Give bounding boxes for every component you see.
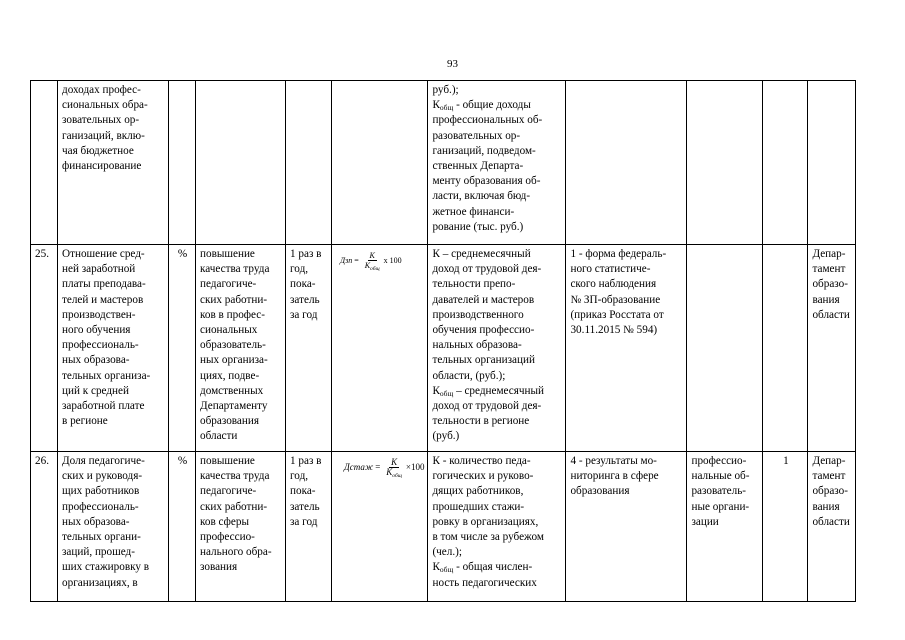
text-line: за год (290, 308, 318, 321)
text-line: 1 раз в (290, 248, 322, 260)
formula-den-symbol: К (364, 261, 371, 270)
symbol-subscript: общ (439, 565, 454, 575)
text-line: производствен- (62, 308, 136, 321)
symbol: К (432, 99, 440, 112)
weight-cell: 1 (763, 452, 808, 602)
definition-line: производственного (432, 308, 524, 321)
text-line: вания (812, 500, 840, 513)
text-line: циях, подве- (200, 369, 260, 382)
goal-cell (196, 452, 286, 602)
text-line: образования (570, 485, 630, 498)
text-line: домственных (200, 384, 264, 397)
text-line: ших стажировку в (62, 561, 150, 574)
definition-line: дящих работников, (432, 485, 524, 498)
definition-line: доход от трудовой дея- (432, 263, 542, 276)
definition-line (432, 98, 562, 113)
source-cell (566, 245, 687, 452)
text-line: области (200, 430, 238, 443)
text-line: доходах профес- (62, 84, 141, 96)
text-line: пока- (290, 485, 316, 498)
text-line: (приказ Росстата от (570, 308, 664, 321)
definition-text: - общая числен- (453, 561, 533, 574)
frequency-cell (286, 81, 332, 245)
text-line: тамент (812, 470, 846, 483)
unit-cell (169, 81, 196, 245)
text-line: образования (200, 415, 260, 428)
text-line: ганизаций, вклю- (62, 129, 145, 142)
text-line: профессио- (691, 455, 747, 467)
text-line: разователь- (691, 485, 747, 498)
level-cell (687, 81, 763, 245)
indicator-name-cell (58, 81, 169, 245)
text-line: Депар- (812, 248, 846, 260)
text-line: ков в профес- (200, 308, 265, 321)
text-line: тельных органи- (62, 531, 141, 544)
unit-cell: % (169, 245, 196, 452)
text-line: образо- (812, 278, 848, 291)
text-line: затель (290, 500, 320, 513)
text-line: сиональных обра- (62, 99, 148, 112)
definition-line (432, 560, 562, 575)
text-line: за год (290, 515, 318, 528)
text-line: телей и мастеров (62, 293, 144, 306)
definition-line: разовательных ор- (432, 129, 521, 142)
definition-line: ровку в организациях, (432, 515, 539, 528)
frequency-cell (286, 452, 332, 602)
definition-line: гогических и руково- (432, 470, 534, 483)
text-line: образо- (812, 485, 848, 498)
formula-cell (332, 452, 428, 602)
text-line: ского наблюдения (570, 278, 657, 291)
text-line: ков сферы (200, 515, 249, 528)
definition-line: ность педагогических (432, 576, 537, 589)
definition-cell (428, 81, 566, 245)
definition-line: прошедших стажи- (432, 500, 525, 513)
text-line: ских и руководя- (62, 470, 143, 483)
text-line: Депар- (812, 455, 846, 467)
definition-line: тельности препо- (432, 278, 516, 291)
text-line: в регионе (62, 415, 108, 428)
indicator-name-cell (58, 245, 169, 452)
text-line: педагогиче- (200, 278, 257, 291)
page-number: 93 (447, 58, 458, 70)
source-cell (566, 452, 687, 602)
text-line: заций, прошед- (62, 546, 135, 559)
definition-line: рование (тыс. руб.) (432, 220, 524, 233)
text-line: профессио- (200, 531, 255, 544)
symbol-subscript: общ (439, 388, 454, 398)
formula-equals: = (354, 256, 359, 265)
table-row-26 (31, 452, 856, 602)
formula-numerator: К (369, 251, 375, 260)
text-line: 1 раз в (290, 455, 322, 467)
table-row-continuation (31, 81, 856, 245)
indicators-table (30, 80, 856, 602)
weight-cell (763, 245, 808, 452)
text-line: ные органи- (691, 500, 750, 513)
text-line: профессиональ- (62, 500, 139, 513)
formula-lhs: Дзп (340, 256, 353, 265)
definition-text: - общие доходы (453, 99, 531, 112)
table-row-25 (31, 245, 856, 452)
definition-line: тельности в регионе (432, 415, 530, 428)
text-line: педагогиче- (200, 485, 257, 498)
formula (344, 458, 424, 477)
text-line: зовательных ор- (62, 114, 140, 127)
definition-line: К – среднемесячный (432, 248, 531, 260)
text-line: щих работников (62, 485, 140, 498)
definition-line: (чел.); (432, 546, 462, 559)
text-line: качества труда (200, 470, 270, 483)
definition-line: области, (руб.); (432, 369, 506, 382)
formula-den-subscript: общ (392, 473, 402, 479)
formula-multiplier: х 100 (383, 256, 402, 265)
definition-line: ласти, включая бюд- (432, 190, 531, 203)
definition-line: ганизаций, подведом- (432, 144, 536, 157)
text-line: платы преподава- (62, 278, 146, 291)
definition-line: тельных организаций (432, 354, 535, 367)
definition-line: ственных Департа- (432, 160, 524, 173)
definition-line: нальных образова- (432, 339, 522, 352)
text-line: финансирование (62, 160, 142, 173)
definition-line (432, 384, 562, 399)
text-line: профессиональ- (62, 339, 139, 352)
responsible-cell (808, 81, 856, 245)
formula-numerator: К (391, 457, 398, 467)
text-line: нального обра- (200, 546, 272, 559)
formula-denominator (384, 468, 404, 477)
text-line: чая бюджетное (62, 144, 134, 157)
text-line: год, (290, 263, 309, 276)
row-number: 25. (31, 245, 58, 452)
frequency-cell (286, 245, 332, 452)
definition-line: жетное финанси- (432, 205, 515, 218)
definition-line: доход от трудовой дея- (432, 400, 542, 413)
definition-cell (428, 452, 566, 602)
text-line: ней заработной (62, 263, 136, 276)
text-line: 4 - результаты мо- (570, 455, 657, 467)
text-line: Департаменту (200, 400, 268, 413)
definition-line: руб.); (432, 84, 459, 96)
responsible-cell (808, 245, 856, 452)
source-cell (566, 81, 687, 245)
text-line: образователь- (200, 339, 266, 352)
text-line: ного обучения (62, 324, 131, 337)
text-line: тамент (812, 263, 846, 276)
formula-fraction (384, 458, 404, 477)
text-line: ных образова- (62, 354, 130, 367)
text-line: ций к средней (62, 384, 129, 397)
formula-lhs: Дстаж (344, 462, 374, 472)
formula-multiplier: ×100 (405, 462, 425, 472)
definition-line: давателей и мастеров (432, 293, 535, 306)
level-cell (687, 452, 763, 602)
definition-cell (428, 245, 566, 452)
formula-fraction (363, 251, 382, 270)
text-line: Доля педагогиче- (62, 455, 145, 467)
responsible-cell (808, 452, 856, 602)
text-line: 30.11.2015 № 594) (570, 324, 658, 337)
text-line: вания (812, 293, 840, 306)
text-line: организациях, в (62, 576, 138, 589)
text-line: области (812, 515, 850, 528)
symbol: К (432, 561, 440, 574)
text-line: № ЗП-образование (570, 293, 661, 306)
text-line: зации (691, 515, 719, 528)
text-line: ских работни- (200, 500, 268, 513)
level-cell (687, 245, 763, 452)
formula-cell (332, 245, 428, 452)
text-line: год, (290, 470, 309, 483)
indicator-name-cell (58, 452, 169, 602)
text-line: Отношение сред- (62, 248, 145, 260)
definition-line: (руб.) (432, 430, 460, 443)
formula-denominator (363, 261, 382, 270)
symbol: К (432, 384, 440, 397)
text-line: заработной плате (62, 400, 145, 413)
text-line: ских работни- (200, 293, 268, 306)
definition-line: обучения профессио- (432, 324, 535, 337)
unit-cell: % (169, 452, 196, 602)
goal-cell (196, 81, 286, 245)
weight-cell (763, 81, 808, 245)
definition-line: менту образования об- (432, 175, 541, 188)
formula-equals: = (375, 462, 381, 472)
formula-cell (332, 81, 428, 245)
symbol-subscript: общ (439, 103, 454, 113)
num-cell (31, 81, 58, 245)
text-line: ного статистиче- (570, 263, 651, 276)
definition-line: профессиональных об- (432, 114, 543, 127)
text-line: повышение (200, 455, 255, 467)
text-line: пока- (290, 278, 316, 291)
formula (340, 251, 402, 270)
formula-den-symbol: К (386, 467, 393, 477)
row-number: 26. (31, 452, 58, 602)
text-line: зования (200, 561, 238, 574)
definition-text: – среднемесячный (453, 384, 545, 397)
text-line: 1 - форма федераль- (570, 248, 667, 260)
formula-den-subscript: общ (370, 266, 380, 272)
text-line: повышение (200, 248, 255, 260)
text-line: ных образова- (62, 515, 130, 528)
definition-line: в том числе за рубежом (432, 531, 544, 544)
text-line: качества труда (200, 263, 270, 276)
text-line: ниторинга в сфере (570, 470, 659, 483)
text-line: сиональных (200, 324, 258, 337)
text-line: тельных организа- (62, 369, 151, 382)
text-line: нальные об- (691, 470, 750, 483)
text-line: области (812, 308, 850, 321)
definition-line: К - количество педа- (432, 455, 531, 467)
text-line: затель (290, 293, 320, 306)
text-line: ных организа- (200, 354, 268, 367)
goal-cell (196, 245, 286, 452)
